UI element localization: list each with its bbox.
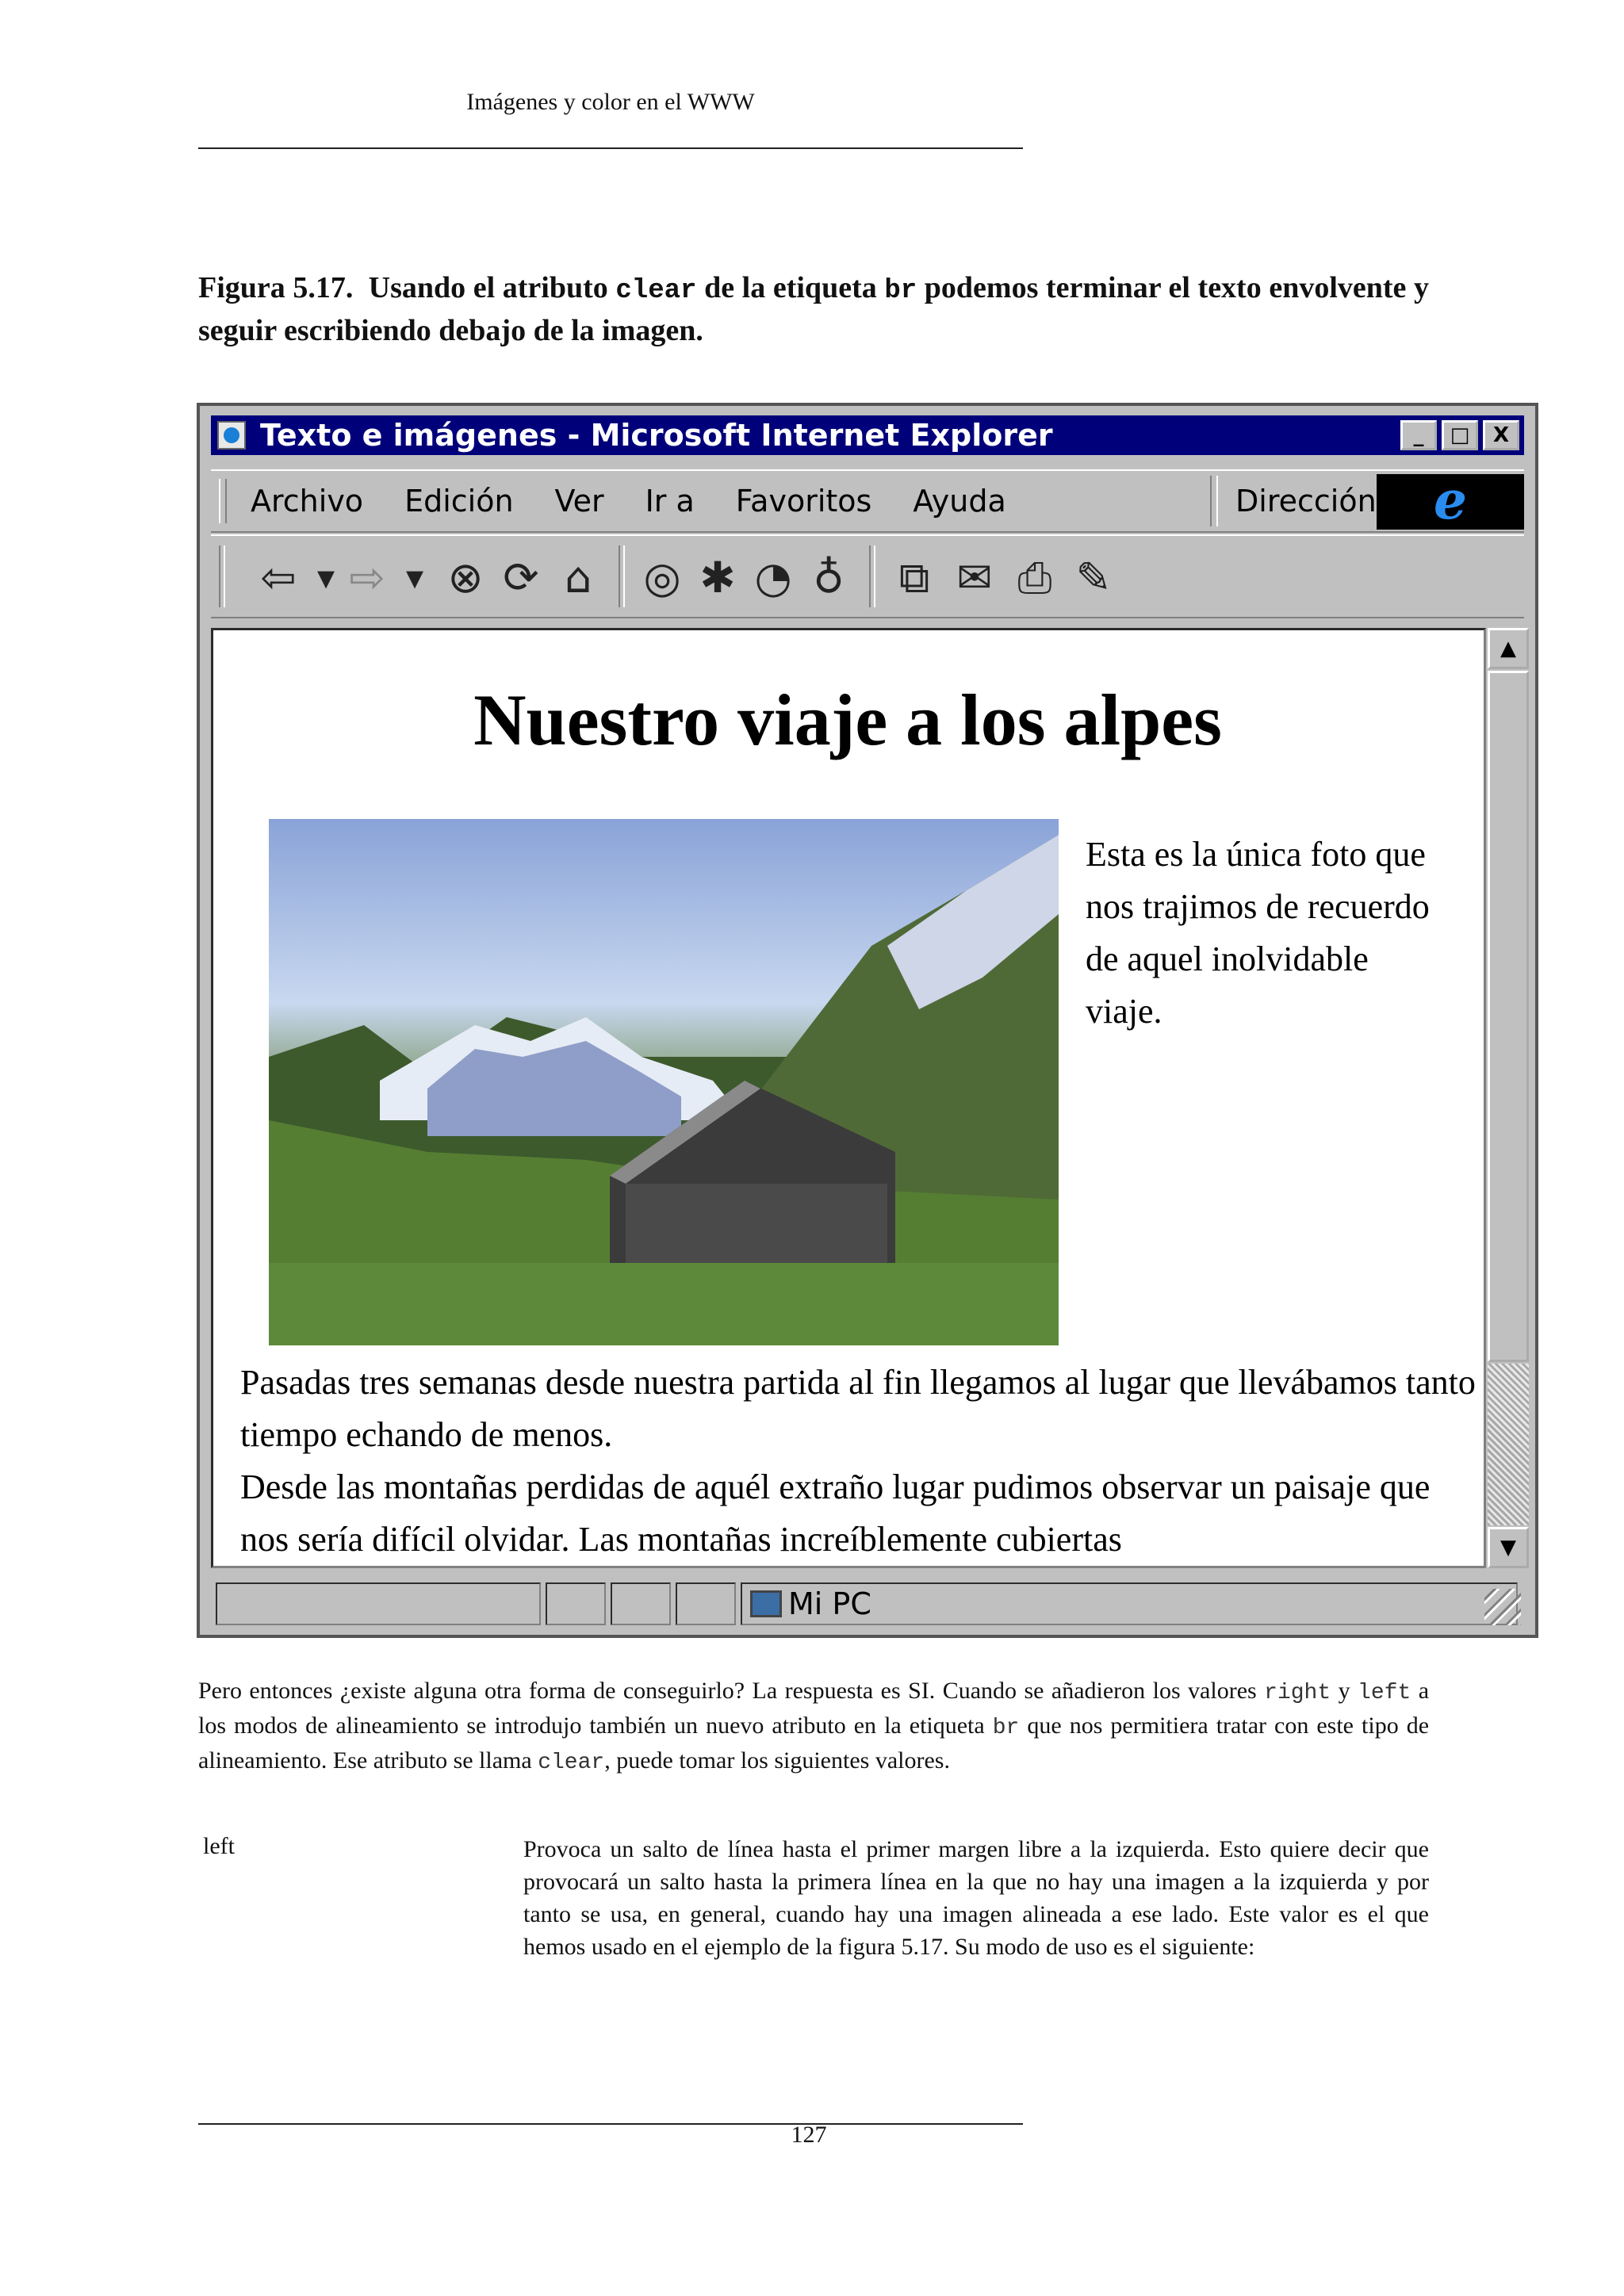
print-icon[interactable]: ⎙ [1017,553,1052,603]
minimize-button[interactable]: _ [1400,420,1437,450]
status-zone [750,1582,871,1625]
page-paragraph-2: Desde las montañas perdidas de aquél extraño lugar pudimos observar un paisaje que nos sería difícil olvidar. Las montañas increíblemente cubiertas [240,1468,1431,1559]
ie-logo-icon: e [1377,474,1524,530]
window-buttons [1400,420,1519,450]
back-dropdown-icon[interactable]: ▾ [316,557,335,598]
resize-grip-icon[interactable] [1484,1589,1521,1625]
code-clear: clear [538,1751,605,1775]
code-right: right [1264,1681,1331,1705]
maximize-button[interactable]: □ [1442,420,1478,450]
title-bar[interactable] [211,415,1524,455]
menu-ayuda[interactable]: Ayuda [913,484,1006,519]
caption-label: Figura 5.17. [198,271,354,304]
figure-caption [198,268,1429,350]
toolbar-separator [619,545,625,607]
back-icon[interactable]: ⇦ [260,553,297,603]
body-paragraph [198,1674,1429,1779]
scroll-thumb[interactable] [1488,671,1529,1362]
toolbar-grip[interactable] [219,545,225,607]
address-label[interactable]: Dirección [1235,484,1377,519]
menu-grip[interactable] [219,479,227,523]
status-cell [611,1582,671,1625]
toolbar-separator [869,545,875,607]
refresh-icon[interactable]: ⟳ [503,553,539,603]
caption-text-2: de la etiqueta [704,271,877,304]
forward-icon[interactable]: ⇨ [349,553,385,603]
status-cell [676,1582,736,1625]
close-button[interactable]: X [1483,420,1519,450]
definition-term: left [203,1833,235,1859]
page-paragraph-1: Pasadas tres semanas desde nuestra partida al fin llegamos al lugar que llevábamos tanto tiempo echando de menos. [240,1363,1476,1454]
photo-side-text: Esta es la única foto que nos trajimos de recuerdo de aquel inolvidable viaje. [1086,835,1430,1031]
ie-page-icon [217,421,246,450]
menu-ver[interactable]: Ver [554,484,604,519]
para-text-3: que nos permitiera tratar con este tipo de alineamiento. Ese atributo se llama [198,1712,1430,1774]
scroll-down-button[interactable]: ▼ [1488,1527,1529,1568]
window-title: Texto e imágenes - Microsoft Internet Explorer [260,418,1053,453]
mail-icon[interactable]: ✉ [956,553,993,603]
history-icon[interactable]: ◔ [754,553,792,603]
fullscreen-icon[interactable]: ⧉ [898,553,930,603]
edit-icon[interactable]: ✎ [1075,553,1112,603]
status-zone-label: Mi PC [788,1586,871,1621]
page-number: 127 [791,2122,827,2148]
caption-code-br: br [884,276,917,306]
definition-description: Provoca un salto de línea hasta el primer margen libre a la izquierda. Esto quiere decir que provocará un salto hasta la primera línea en la que no hay una imagen a la izquierda y por tanto se usa, en general, cuando hay una imagen alineada a ese lado. Este valor es el que hemos usado en el ejemplo de la figura 5.17. Su modo de uso es el siguiente: [523,1836,1429,1960]
menu-favoritos[interactable]: Favoritos [735,484,872,519]
alps-photo [269,819,1059,1345]
home-icon[interactable]: ⌂ [564,553,592,603]
page-heading: Nuestro viaje a los alpes [473,679,1222,760]
page-viewport [211,628,1486,1568]
scroll-up-button[interactable]: ▲ [1488,628,1529,669]
scroll-track[interactable] [1488,1364,1529,1525]
search-icon[interactable]: ◎ [643,553,681,603]
forward-dropdown-icon[interactable]: ▾ [405,557,424,598]
status-progress-cell [546,1582,606,1625]
toolbar [211,534,1524,618]
running-header: Imágenes y color en el WWW [466,89,755,115]
menu-bar [211,469,1524,533]
menu-edicion[interactable]: Edición [404,484,514,519]
channels-icon[interactable]: ♁ [813,553,845,603]
favorites-icon[interactable]: ✱ [699,553,736,603]
para-text-y: y [1338,1678,1350,1704]
caption-code-clear: clear [615,276,697,306]
caption-text-3: podemos terminar el texto envolvente y seguir escribiendo debajo de la imagen. [198,271,1430,347]
code-br: br [992,1716,1020,1740]
menu-items [251,471,1006,531]
caption-text-1: Usando el atributo [368,271,608,304]
status-bar [211,1579,1524,1628]
browser-window [197,403,1538,1638]
vertical-scrollbar[interactable] [1488,628,1529,1568]
my-computer-icon [750,1590,782,1617]
para-text-2: a los modos de alineamiento se introdujo también un nuevo atributo en la etiqueta [198,1678,1430,1739]
menu-archivo[interactable]: Archivo [251,484,364,519]
page-body-text [240,1357,1477,1566]
address-separator [1210,476,1218,526]
header-rule [198,147,1023,149]
status-text-cell [216,1582,541,1625]
para-text-4: , puede tomar los siguientes valores. [604,1747,950,1774]
stop-icon[interactable]: ⊗ [447,553,484,603]
code-left: left [1358,1681,1411,1705]
menu-ir-a[interactable]: Ir a [645,484,695,519]
para-text-1: Pero entonces ¿existe alguna otra forma de conseguirlo? La respuesta es SI. Cuando se añadieron los valores [198,1678,1257,1704]
